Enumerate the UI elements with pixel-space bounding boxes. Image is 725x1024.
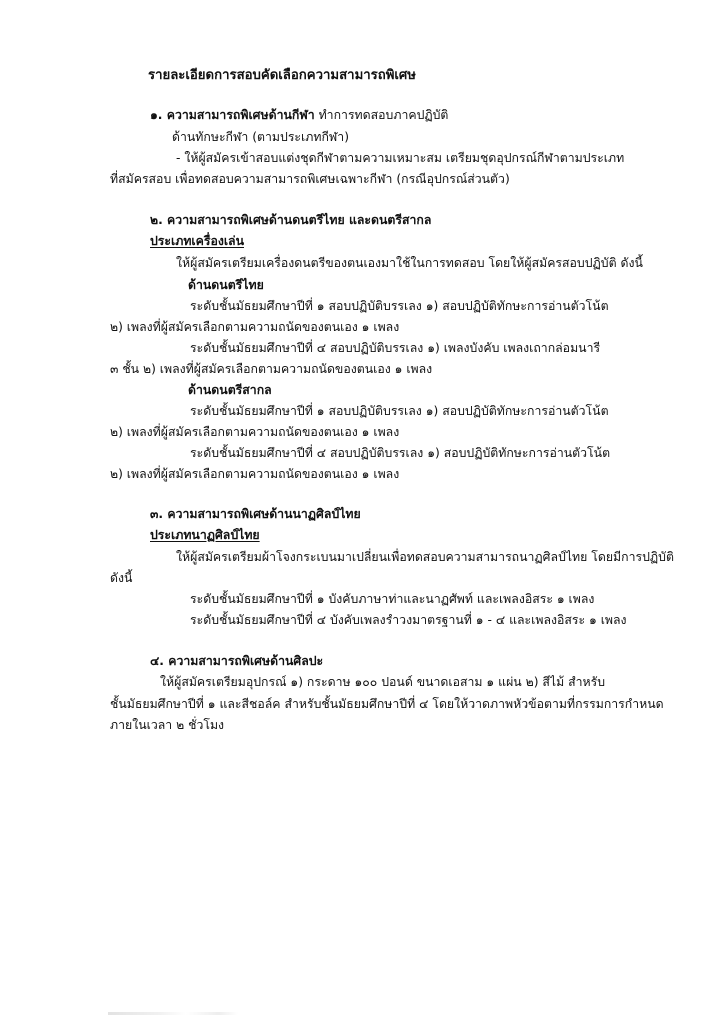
section-1-heading: ๑. ความสามารถพิเศษด้านกีฬา [150, 108, 315, 122]
section-1-sub: ด้านทักษะกีฬา (ตามประเภทกีฬา) [172, 130, 350, 144]
section-2-thai-heading: ด้านดนตรีไทย [188, 278, 264, 292]
section-4-line-1: ให้ผู้สมัครเตรียมอุปกรณ์ ๑) กระดาษ ๑๐๐ ปอนด์ ขนาดเอสาม ๑ แผ่น ๒) สีไม้ สำหรับ [160, 675, 606, 689]
section-2-thai-line-1: ระดับชั้นมัธยมศึกษาปีที่ ๑ สอบปฏิบัติบรรเลง ๑) สอบปฏิบัติทักษะการอ่านตัวโน้ต [190, 299, 609, 313]
section-3-heading: ๓. ความสามารถพิเศษด้านนาฏศิลป์ไทย [150, 507, 361, 521]
page-title: รายละเอียดการสอบคัดเลือกความสามารถพิเศษ [148, 68, 416, 83]
section-1-heading-line [150, 106, 448, 124]
section-3-intro-2: ดังนี้ [110, 571, 133, 585]
section-2-heading: ๒. ความสามารถพิเศษด้านดนตรีไทย และดนตรีสากล [150, 213, 432, 227]
section-3-type: ประเภทนาฏศิลป์ไทย [150, 528, 260, 542]
section-2-thai-line-3: ระดับชั้นมัธยมศึกษาปีที่ ๔ สอบปฏิบัติบรรเลง ๑) เพลงบังคับ เพลงเถากล่อมนารี [190, 341, 601, 355]
section-1-heading-note: ทำการทดสอบภาคปฏิบัติ [318, 108, 449, 122]
section-2-intl-heading: ด้านดนตรีสากล [188, 383, 272, 397]
section-2-intro: ให้ผู้สมัครเตรียมเครื่องดนตรีของตนเองมาใช้ในการทดสอบ โดยให้ผู้สมัครสอบปฏิบัติ ดังนี้ [176, 256, 643, 270]
section-3-intro-1: ให้ผู้สมัครเตรียมผ้าโจงกระเบนมาเปลี่ยนเพื่อทดสอบความสามารถนาฏศิลป์ไทย โดยมีการปฏิบัติ [176, 550, 674, 564]
section-2-intl-line-1: ระดับชั้นมัธยมศึกษาปีที่ ๑ สอบปฏิบัติบรรเลง ๑) สอบปฏิบัติทักษะการอ่านตัวโน้ต [190, 404, 609, 418]
section-2-type: ประเภทเครื่องเล่น [150, 234, 244, 248]
section-2-thai-line-2: ๒) เพลงที่ผู้สมัครเลือกตามความถนัดของตนเอง ๑ เพลง [110, 320, 400, 334]
section-2-thai-line-4: ๓ ชั้น ๒) เพลงที่ผู้สมัครเลือกตามความถนัดของตนเอง ๑ เพลง [110, 362, 433, 376]
section-2-intl-line-2: ๒) เพลงที่ผู้สมัครเลือกตามความถนัดของตนเอง ๑ เพลง [110, 425, 400, 439]
scan-smudge [108, 1012, 238, 1015]
section-2-intl-line-4: ๒) เพลงที่ผู้สมัครเลือกตามความถนัดของตนเอง ๑ เพลง [110, 467, 400, 481]
section-1-line-1: - ให้ผู้สมัครเข้าสอบแต่งชุดกีฬาตามความเหมาะสม เตรียมชุดอุปกรณ์กีฬาตามประเภท [176, 151, 625, 165]
section-2-intl-line-3: ระดับชั้นมัธยมศึกษาปีที่ ๔ สอบปฏิบัติบรรเลง ๑) สอบปฏิบัติทักษะการอ่านตัวโน้ต [190, 446, 611, 460]
section-4-line-2: ชั้นมัธยมศึกษาปีที่ ๑ และสีชอล์ค สำหรับชั้นมัธยมศึกษาปีที่ ๔ โดยให้วาดภาพหัวข้อตามที่กรรมการกำหนด [110, 697, 664, 711]
section-3-line-2: ระดับชั้นมัธยมศึกษาปีที่ ๔ บังคับเพลงรำวงมาตรฐานที่ ๑ - ๔ และเพลงอิสระ ๑ เพลง [190, 613, 627, 627]
section-4-line-3: ภายในเวลา ๒ ชั่วโมง [110, 718, 225, 732]
section-3-line-1: ระดับชั้นมัธยมศึกษาปีที่ ๑ บังคับภาษาท่าและนาฏศัพท์ และเพลงอิสระ ๑ เพลง [190, 592, 595, 606]
section-1-line-2: ที่สมัครสอบ เพื่อทดสอบความสามารถพิเศษเฉพาะกีฬา (กรณีอุปกรณ์ส่วนตัว) [110, 172, 510, 186]
section-4-heading: ๔. ความสามารถพิเศษด้านศิลปะ [150, 654, 324, 668]
